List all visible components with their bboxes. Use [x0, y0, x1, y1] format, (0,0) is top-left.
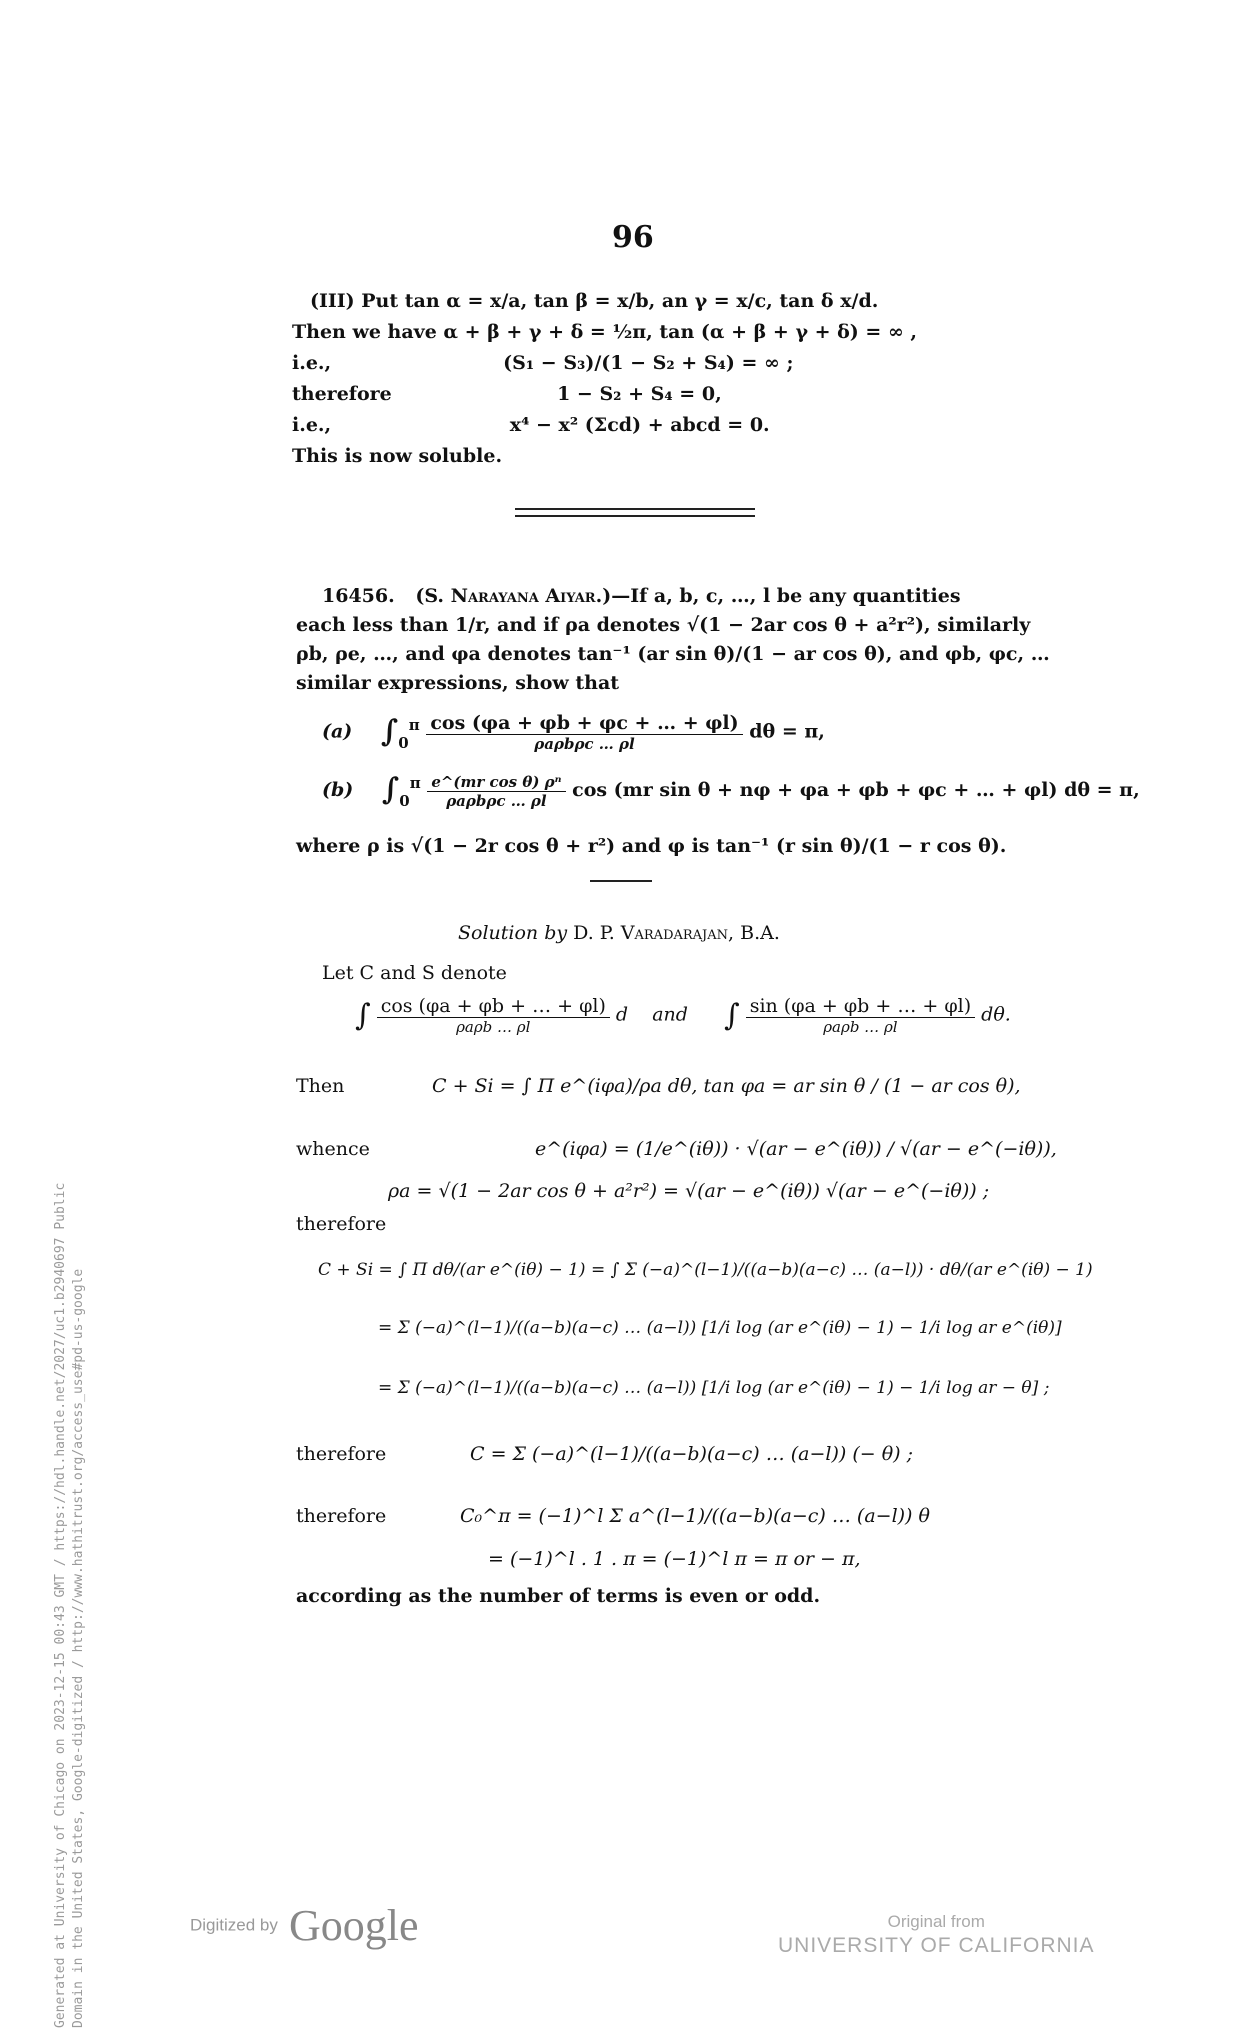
- text-line: i.e., (S₁ − S₃)/(1 − S₂ + S₄) = ∞ ;: [292, 352, 794, 374]
- text-line: ρb, ρe, …, and φa denotes tan⁻¹ (ar sin θ)/(1 − ar cos θ), and φb, φc, …: [296, 643, 1050, 665]
- equation: C = Σ (−a)^(l−1)/((a−b)(a−c) … (a−l)) (− θ) ;: [470, 1443, 914, 1465]
- problem-text: —If a, b, c, …, l be any quantities: [611, 585, 961, 607]
- text-line: Then we have α + β + γ + δ = ½π, tan (α + β + γ + δ) = ∞ ,: [292, 321, 918, 343]
- equation: = Σ (−a)^(l−1)/((a−b)(a−c) … (a−l)) [1/i log (ar e^(iθ) − 1) − 1/i log ar e^(iθ)]: [378, 1318, 1062, 1338]
- text-line: therefore 1 − S₂ + S₄ = 0,: [292, 383, 722, 405]
- divider: [515, 515, 755, 517]
- text-line: This is now soluble.: [292, 445, 503, 467]
- problem-author: (S. Narayana Aiyar.): [415, 585, 612, 607]
- text-line: according as the number of terms is even or odd.: [296, 1585, 821, 1607]
- text-line: i.e., x⁴ − x² (Σcd) + abcd = 0.: [292, 414, 770, 436]
- text-line: similar expressions, show that: [296, 672, 620, 694]
- google-logo: Google: [288, 1901, 419, 1950]
- original-from: Original from UNIVERSITY OF CALIFORNIA: [778, 1912, 1095, 1957]
- equation-label: (b): [322, 779, 354, 801]
- equation: = Σ (−a)^(l−1)/((a−b)(a−c) … (a−l)) [1/i log (ar e^(iθ) − 1) − 1/i log ar − θ] ;: [378, 1378, 1050, 1398]
- text-line: where ρ is √(1 − 2r cos θ + r²) and φ is tan⁻¹ (r sin θ)/(1 − r cos θ).: [296, 835, 1007, 857]
- problem-number: 16456.: [322, 585, 395, 607]
- text-label: therefore: [296, 1213, 387, 1235]
- equation: C + Si = ∫ Π e^(iφa)/ρa dθ, tan φa = ar sin θ / (1 − ar cos θ),: [432, 1075, 1021, 1097]
- equation: = (−1)^l . 1 . π = (−1)^l π = π or − π,: [488, 1548, 861, 1570]
- fraction: $\frac{\cos (\varphi a + \varphi b + \varphi c + \dots + \varphi l)}{\text{ρaρbρc … ρl}}$: [426, 712, 742, 753]
- equation-a: (a) $\int_0^\pi$ $\frac{\cos (\varphi a + \varphi b + \varphi c + \dots + \varphi l)}{\text{ρaρbρc … ρl}}$ dθ = π,: [322, 712, 825, 753]
- text-label: therefore: [296, 1505, 387, 1527]
- equation-b: (b) $\int_0^\pi$ $\frac{\text{e\textasciicircum{}(mr cos θ) ρⁿ}}{\text{ρaρbρc … ρl}}$ cos (mr sin θ + nφ + φa + φb + φc + … + φl) dθ = π,: [322, 772, 1140, 810]
- fraction: $\frac{\text{e\textasciicircum{}(mr cos θ) ρⁿ}}{\text{ρaρbρc … ρl}}$: [427, 773, 565, 810]
- equation: e^(iφa) = (1/e^(iθ)) · √(ar − e^(iθ)) / √(ar − e^(−iθ)),: [535, 1138, 1057, 1160]
- divider: [590, 880, 652, 882]
- text-label: whence: [296, 1138, 370, 1160]
- page-number: 96: [612, 220, 654, 255]
- divider: [515, 508, 755, 510]
- text-line: Let C and S denote: [322, 962, 507, 984]
- equation-label: (a): [322, 720, 353, 743]
- solution-heading: Solution by D. P. Varadarajan, B.A.: [458, 922, 780, 944]
- equation: ρa = √(1 − 2ar cos θ + a²r²) = √(ar − e^(iθ)) √(ar − e^(−iθ)) ;: [388, 1180, 990, 1202]
- equation: C₀^π = (−1)^l Σ a^(l−1)/((a−b)(a−c) … (a−l)) θ: [460, 1505, 930, 1527]
- text-line: each less than 1/r, and if ρa denotes √(1 − 2ar cos θ + a²r²), similarly: [296, 614, 1031, 636]
- hathitrust-watermark: Generated at University of Chicago on 2023-12-15 00:43 GMT / https://hdl.handle.net/2027/uc1.b2940697 Public Domain in the United States, Google-digitized / http://www.hathitrust.org/access_use#pd-us-google: [53, 1182, 86, 2028]
- equation-cs: ∫ $\frac{\cos (\varphi a + \varphi b + \dots + \varphi l)}{\text{ρaρb … ρl}}$ d and ∫ $\frac{\sin (\varphi a + \varphi b + \dots + \varphi l)}{\text{ρaρb … ρl}}$ dθ.: [355, 995, 1011, 1036]
- text-line: (III) Put tan α = x/a, tan β = x/b, an γ = x/c, tan δ x/d.: [310, 290, 879, 312]
- equation: C + Si = ∫ Π dθ/(ar e^(iθ) − 1) = ∫ Σ (−a)^(l−1)/((a−b)(a−c) … (a−l)) · dθ/(ar e^(iθ) − 1): [318, 1260, 1093, 1280]
- text-label: Then: [296, 1075, 345, 1097]
- text-label: therefore: [296, 1443, 387, 1465]
- digitized-by: Digitized by Google: [190, 1901, 419, 1950]
